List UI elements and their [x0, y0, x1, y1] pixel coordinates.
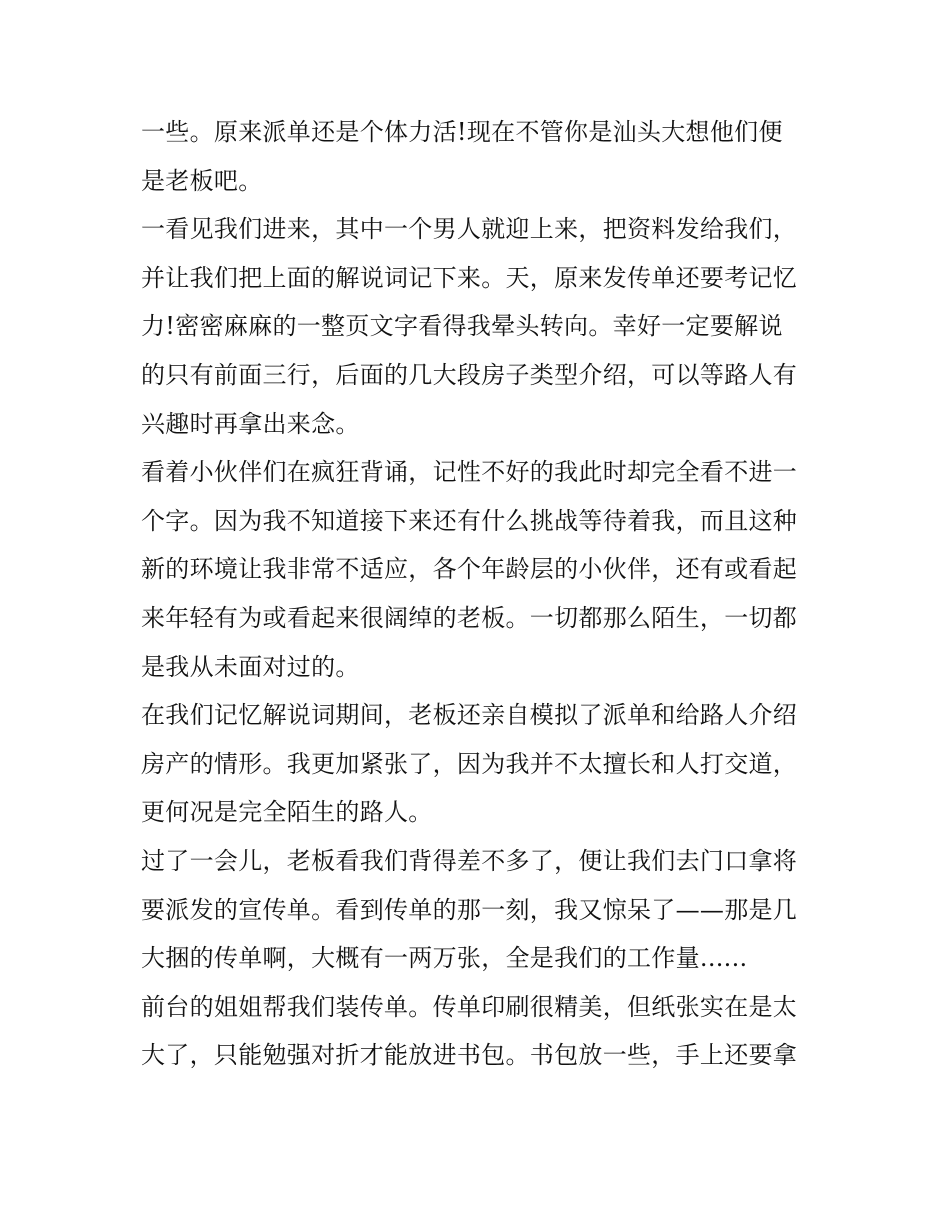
- text-line: 是我从未面对过的。: [141, 652, 360, 681]
- text-line: 要派发的宣传单。看到传单的那一刻，我又惊呆了——那是几: [141, 895, 798, 924]
- text-line: 大了，只能勉强对折才能放进书包。书包放一些，手上还要拿: [141, 1041, 798, 1070]
- text-line: 是老板吧。: [141, 166, 263, 195]
- text-line: 房产的情形。我更加紧张了，因为我并不太擅长和人打交道，: [141, 749, 798, 778]
- text-line: 更何况是完全陌生的路人。: [141, 798, 433, 827]
- text-line: 来年轻有为或看起来很阔绰的老板。一切都那么陌生，一切都: [141, 603, 798, 632]
- text-line: 前台的姐姐帮我们装传单。传单印刷很精美，但纸张实在是太: [141, 992, 798, 1021]
- text-line: 一些。原来派单还是个体力活!现在不管你是汕头大想他们便: [141, 118, 783, 146]
- document-text: [141, 108, 816, 1080]
- text-line: 过了一会儿，老板看我们背得差不多了，便让我们去门口拿将: [141, 846, 798, 875]
- text-line: 的只有前面三行，后面的几大段房子类型介绍，可以等路人有: [141, 360, 798, 389]
- text-line: 力!密密麻麻的一整页文字看得我晕头转向。幸好一定要解说: [141, 312, 783, 341]
- text-line: 在我们记忆解说词期间，老板还亲自模拟了派单和给路人介绍: [141, 701, 798, 730]
- text-line: 个字。因为我不知道接下来还有什么挑战等待着我，而且这种: [141, 506, 798, 535]
- text-line: 一看见我们进来，其中一个男人就迎上来，把资料发给我们，: [141, 215, 798, 244]
- text-line: 新的环境让我非常不适应，各个年龄层的小伙伴，还有或看起: [141, 555, 798, 584]
- text-line: 并让我们把上面的解说词记下来。天，原来发传单还要考记忆: [141, 263, 798, 292]
- text-line: 大捆的传单啊，大概有一两万张，全是我们的工作量......: [141, 944, 748, 973]
- text-line: 看着小伙伴们在疯狂背诵，记性不好的我此时却完全看不进一: [141, 458, 798, 487]
- text-line: 兴趣时再拿出来念。: [141, 409, 360, 438]
